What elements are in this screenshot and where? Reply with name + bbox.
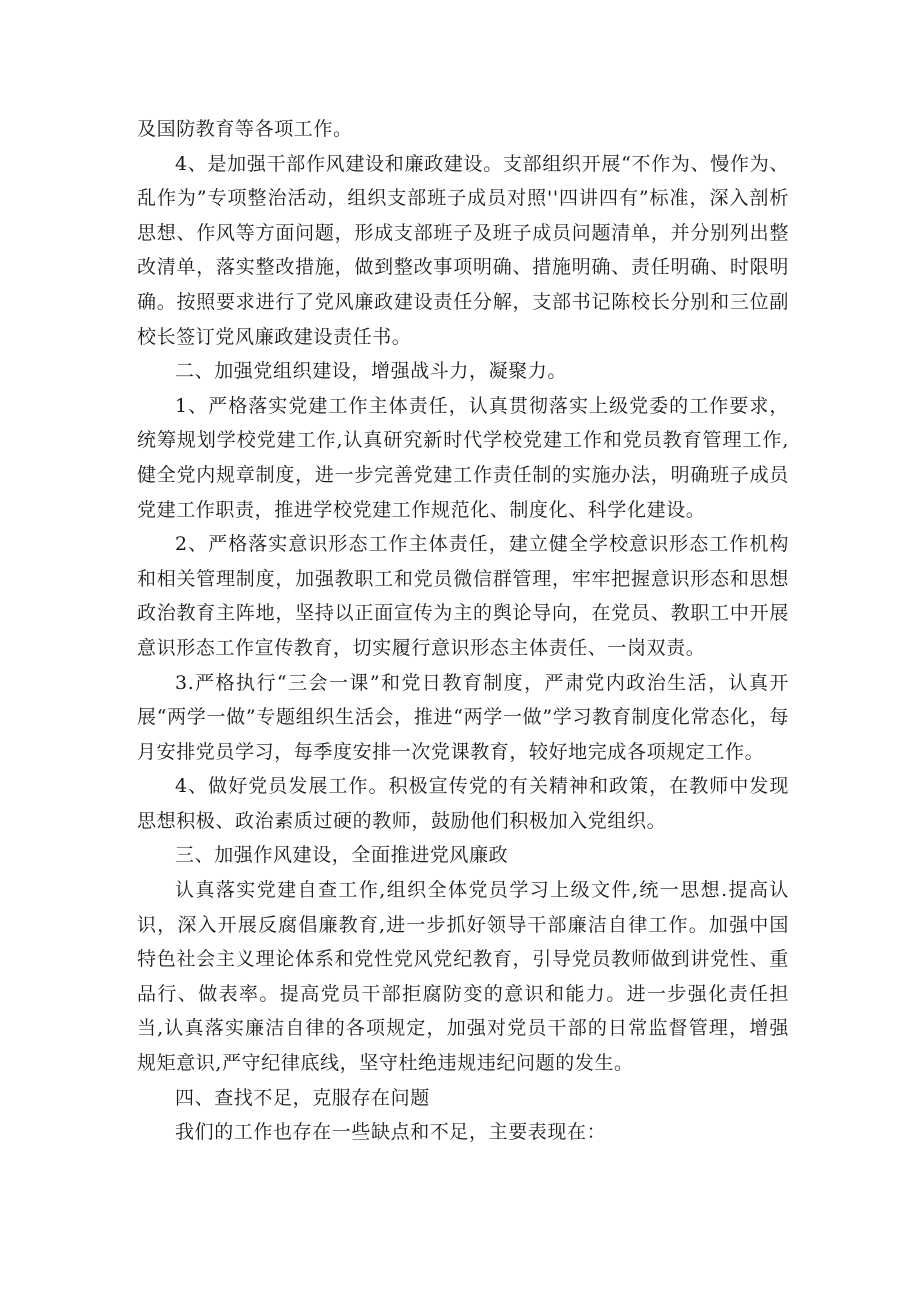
- paragraph-item-2-ideology: 2、严格落实意识形态工作主体责任，建立健全学校意识形态工作机构和相关管理制度，加强教职工和党员微信群管理，牢牢把握意识形态和思想政治教育主阵地，坚持以正面宣传为主的舆论导向，在党员、教职工中开展意识形态工作宣传教育，切实履行意识形态主体责任、一岗双责。: [137, 533, 789, 659]
- paragraph-self-inspection: 认真落实党建自查工作,组织全体党员学习上级文件,统一思想.提高认识，深入开展反腐倡廉教育,进一步抓好领导干部廉洁自律工作。加强中国特色社会主义理论体系和党性党风党纪教育，引导党员教师做到讲党性、重品行、做表率。提高党员干部拒腐防变的意识和能力。进一步强化责任担当,认真落实廉洁自律的各项规定，加强对党员干部的日常监督管理，增强规矩意识,严守纪律底线，坚守杜绝违规违纪问题的发生。: [137, 879, 789, 1075]
- paragraph-item-4-cadre-style: 4、是加强干部作风建设和廉政建设。支部组织开展“不作为、慢作为、乱作为”专项整治活动，组织支部班子成员对照''四讲四有”标准，深入剖析思想、作风等方面问题，形成支部班子及班子成员问题清单，并分别列出整改清单，落实整改措施，做到整改事项明确、措施明确、责任明确、时限明确。按照要求进行了党风廉政建设责任分解，支部书记陈校长分别和三位副校长签订党风廉政建设责任书。: [137, 152, 789, 348]
- section-heading-4: 四、查找不足，克服存在问题: [175, 1086, 430, 1109]
- document-body: [137, 112, 789, 1150]
- paragraph-shortcomings-intro: 我们的工作也存在一些缺点和不足，主要表现在：: [175, 1121, 607, 1144]
- paragraph-item-3-meetings: 3.严格执行“三会一课”和党日教育制度，严肃党内政治生活，认真开展“两学一做”专题组织生活会，推进“两学一做”学习教育制度化常态化，每月安排党员学习，每季度安排一次党课教育，较好地完成各项规定工作。: [137, 671, 789, 763]
- section-heading-2: 二、加强党组织建设，增强战斗力，凝聚力。: [175, 360, 568, 383]
- paragraph-item-4-member-development: 4、做好党员发展工作。积极宣传党的有关精神和政策，在教师中发现思想积极、政治素质过硬的教师，鼓励他们积极加入党组织。: [137, 775, 789, 832]
- section-heading-3: 三、加强作风建设，全面推进党风廉政: [175, 844, 509, 867]
- paragraph-item-1-party-building: 1、严格落实党建工作主体责任，认真贯彻落实上级党委的工作要求，统筹规划学校党建工作,认真研究新时代学校党建工作和党员教育管理工作,健全党内规章制度，进一步完善党建工作责任制的实施办法，明确班子成员党建工作职责，推进学校党建工作规范化、制度化、科学化建设。: [137, 394, 789, 521]
- paragraph-continuation: 及国防教育等各项工作。: [137, 118, 353, 140]
